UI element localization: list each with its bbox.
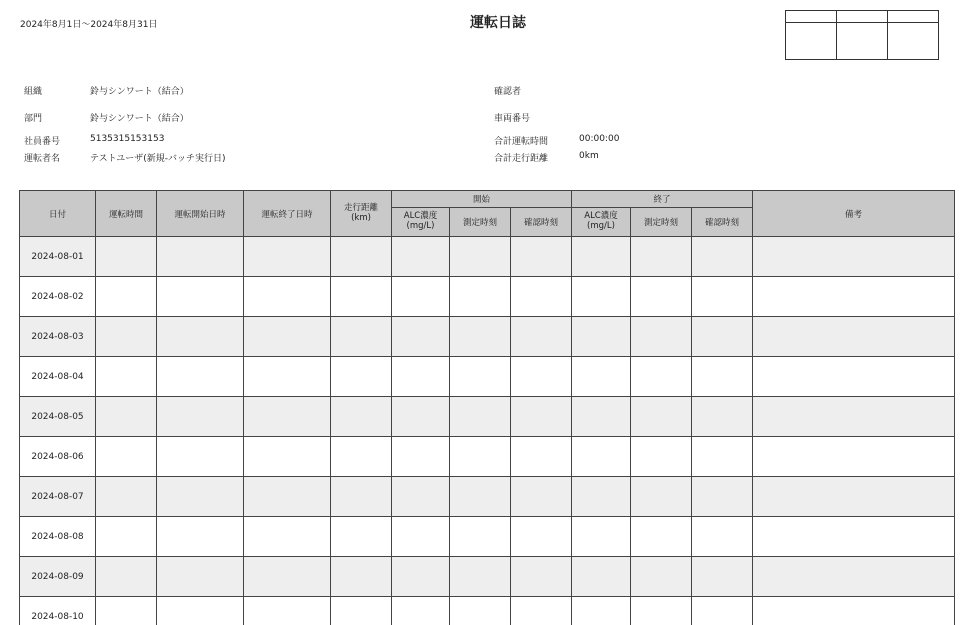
driver-name-value: テストユーザ(新規-バッチ実行日) xyxy=(90,154,226,164)
cell-remarks xyxy=(753,437,955,477)
header-date: 日付 xyxy=(20,191,96,237)
header-start-group: 開始 xyxy=(392,191,572,208)
table-row xyxy=(20,557,955,597)
cell-drive-time xyxy=(96,597,157,625)
table-row xyxy=(20,357,955,397)
cell-distance xyxy=(331,277,392,317)
employee-number-value: 5135315153153 xyxy=(90,134,165,144)
cell-start-confirm-time xyxy=(511,477,572,517)
cell-start-confirm-time xyxy=(511,597,572,625)
cell-end-alc xyxy=(572,357,631,397)
cell-distance xyxy=(331,517,392,557)
cell-start-confirm-time xyxy=(511,277,572,317)
header-end-group: 終了 xyxy=(572,191,753,208)
cell-remarks xyxy=(753,357,955,397)
cell-end-datetime xyxy=(244,437,331,477)
cell-start-measure-time xyxy=(450,477,511,517)
cell-date: 2024-08-07 xyxy=(20,477,96,517)
cell-end-confirm-time xyxy=(692,317,753,357)
table-body xyxy=(20,237,955,625)
cell-distance xyxy=(331,357,392,397)
header-end-confirm-time: 確認時刻 xyxy=(692,208,753,237)
cell-end-datetime xyxy=(244,317,331,357)
cell-end-measure-time xyxy=(631,397,692,437)
cell-start-confirm-time xyxy=(511,517,572,557)
cell-start-alc xyxy=(392,477,450,517)
cell-end-datetime xyxy=(244,237,331,277)
cell-start-measure-time xyxy=(450,277,511,317)
cell-end-datetime xyxy=(244,597,331,625)
cell-end-confirm-time xyxy=(692,277,753,317)
cell-start-confirm-time xyxy=(511,397,572,437)
cell-start-measure-time xyxy=(450,237,511,277)
cell-end-datetime xyxy=(244,357,331,397)
header-start-confirm-time: 確認時刻 xyxy=(511,208,572,237)
cell-drive-time xyxy=(96,517,157,557)
driving-log-table xyxy=(19,190,955,625)
cell-distance xyxy=(331,317,392,357)
cell-start-confirm-time xyxy=(511,237,572,277)
cell-remarks xyxy=(753,317,955,357)
cell-end-datetime xyxy=(244,477,331,517)
stamp-header-cell xyxy=(888,11,939,23)
cell-end-measure-time xyxy=(631,317,692,357)
approval-stamp-box xyxy=(785,10,939,60)
cell-start-alc xyxy=(392,277,450,317)
cell-start-confirm-time xyxy=(511,437,572,477)
table-row xyxy=(20,517,955,557)
header-start-alc: ALC濃度 (mg/L) xyxy=(392,208,450,237)
page-title: 運転日誌 xyxy=(470,15,526,31)
cell-end-alc xyxy=(572,517,631,557)
cell-start-alc xyxy=(392,397,450,437)
cell-start-alc xyxy=(392,357,450,397)
total-distance-label: 合計走行距離 xyxy=(494,154,549,164)
cell-end-measure-time xyxy=(631,557,692,597)
cell-drive-time xyxy=(96,477,157,517)
header-end-alc: ALC濃度 (mg/L) xyxy=(572,208,631,237)
cell-start-alc xyxy=(392,517,450,557)
org-label: 組織 xyxy=(24,87,43,97)
cell-drive-time xyxy=(96,317,157,357)
cell-date: 2024-08-08 xyxy=(20,517,96,557)
total-drive-time-value: 00:00:00 xyxy=(579,134,620,144)
cell-start-alc xyxy=(392,437,450,477)
cell-end-confirm-time xyxy=(692,517,753,557)
cell-drive-time xyxy=(96,237,157,277)
cell-end-measure-time xyxy=(631,237,692,277)
cell-start-measure-time xyxy=(450,317,511,357)
cell-end-measure-time xyxy=(631,357,692,397)
cell-date: 2024-08-10 xyxy=(20,597,96,625)
cell-start-confirm-time xyxy=(511,317,572,357)
info-right xyxy=(494,84,694,164)
cell-date: 2024-08-04 xyxy=(20,357,96,397)
table-row xyxy=(20,437,955,477)
cell-end-confirm-time xyxy=(692,397,753,437)
cell-start-alc xyxy=(392,237,450,277)
table-row xyxy=(20,317,955,357)
cell-end-datetime xyxy=(244,277,331,317)
table-row xyxy=(20,277,955,317)
cell-start-alc xyxy=(392,317,450,357)
cell-date: 2024-08-09 xyxy=(20,557,96,597)
cell-start-datetime xyxy=(157,317,244,357)
cell-start-datetime xyxy=(157,237,244,277)
table-row xyxy=(20,237,955,277)
cell-start-measure-time xyxy=(450,437,511,477)
cell-remarks xyxy=(753,597,955,625)
cell-distance xyxy=(331,557,392,597)
cell-start-measure-time xyxy=(450,557,511,597)
cell-end-datetime xyxy=(244,557,331,597)
header-distance: 走行距離 (km) xyxy=(331,191,392,237)
department-label: 部門 xyxy=(24,114,43,124)
cell-end-confirm-time xyxy=(692,597,753,625)
cell-start-confirm-time xyxy=(511,357,572,397)
cell-date: 2024-08-03 xyxy=(20,317,96,357)
header-start-measure-time: 測定時刻 xyxy=(450,208,511,237)
cell-drive-time xyxy=(96,437,157,477)
cell-distance xyxy=(331,597,392,625)
table-row xyxy=(20,597,955,625)
cell-remarks xyxy=(753,517,955,557)
cell-distance xyxy=(331,437,392,477)
employee-number-label: 社員番号 xyxy=(24,137,61,147)
header-start-datetime: 運転開始日時 xyxy=(157,191,244,237)
cell-start-confirm-time xyxy=(511,557,572,597)
cell-end-alc xyxy=(572,277,631,317)
cell-drive-time xyxy=(96,277,157,317)
cell-end-measure-time xyxy=(631,517,692,557)
cell-end-alc xyxy=(572,477,631,517)
stamp-cell xyxy=(888,23,939,60)
cell-end-measure-time xyxy=(631,477,692,517)
header-drive-time: 運転時間 xyxy=(96,191,157,237)
cell-remarks xyxy=(753,237,955,277)
cell-start-datetime xyxy=(157,437,244,477)
cell-distance xyxy=(331,477,392,517)
cell-start-alc xyxy=(392,557,450,597)
stamp-cell xyxy=(837,23,888,60)
table-row xyxy=(20,477,955,517)
cell-end-alc xyxy=(572,597,631,625)
org-value: 鈴与シンワート（結合） xyxy=(90,87,189,97)
cell-end-alc xyxy=(572,437,631,477)
cell-start-datetime xyxy=(157,397,244,437)
header-end-measure-time: 測定時刻 xyxy=(631,208,692,237)
cell-end-measure-time xyxy=(631,277,692,317)
stamp-cell xyxy=(786,23,837,60)
cell-remarks xyxy=(753,397,955,437)
cell-end-confirm-time xyxy=(692,357,753,397)
cell-end-alc xyxy=(572,557,631,597)
cell-start-datetime xyxy=(157,557,244,597)
cell-end-datetime xyxy=(244,517,331,557)
cell-start-datetime xyxy=(157,517,244,557)
cell-date: 2024-08-06 xyxy=(20,437,96,477)
cell-end-alc xyxy=(572,237,631,277)
header-remarks: 備考 xyxy=(753,191,955,237)
cell-end-confirm-time xyxy=(692,437,753,477)
cell-drive-time xyxy=(96,357,157,397)
cell-drive-time xyxy=(96,397,157,437)
cell-start-datetime xyxy=(157,597,244,625)
confirmer-label: 確認者 xyxy=(494,87,522,97)
cell-end-confirm-time xyxy=(692,477,753,517)
cell-date: 2024-08-05 xyxy=(20,397,96,437)
cell-start-datetime xyxy=(157,357,244,397)
cell-end-datetime xyxy=(244,397,331,437)
cell-end-measure-time xyxy=(631,437,692,477)
total-distance-value: 0km xyxy=(579,151,599,161)
cell-distance xyxy=(331,237,392,277)
cell-distance xyxy=(331,397,392,437)
total-drive-time-label: 合計運転時間 xyxy=(494,137,549,147)
stamp-header-cell xyxy=(837,11,888,23)
stamp-header-cell xyxy=(786,11,837,23)
driver-name-label: 運転者名 xyxy=(24,154,61,164)
cell-end-alc xyxy=(572,317,631,357)
cell-end-alc xyxy=(572,397,631,437)
department-value: 鈴与シンワート（結合） xyxy=(90,114,189,124)
cell-drive-time xyxy=(96,557,157,597)
cell-remarks xyxy=(753,477,955,517)
cell-start-measure-time xyxy=(450,517,511,557)
cell-start-measure-time xyxy=(450,397,511,437)
cell-date: 2024-08-01 xyxy=(20,237,96,277)
vehicle-number-label: 車両番号 xyxy=(494,114,531,124)
cell-remarks xyxy=(753,557,955,597)
report-period: 2024年8月1日～2024年8月31日 xyxy=(20,20,158,30)
cell-start-measure-time xyxy=(450,597,511,625)
cell-start-datetime xyxy=(157,477,244,517)
cell-end-confirm-time xyxy=(692,237,753,277)
info-left xyxy=(24,84,324,164)
header-end-datetime: 運転終了日時 xyxy=(244,191,331,237)
cell-date: 2024-08-02 xyxy=(20,277,96,317)
cell-end-confirm-time xyxy=(692,557,753,597)
cell-end-measure-time xyxy=(631,597,692,625)
table-row xyxy=(20,397,955,437)
cell-start-measure-time xyxy=(450,357,511,397)
cell-start-datetime xyxy=(157,277,244,317)
cell-start-alc xyxy=(392,597,450,625)
cell-remarks xyxy=(753,277,955,317)
